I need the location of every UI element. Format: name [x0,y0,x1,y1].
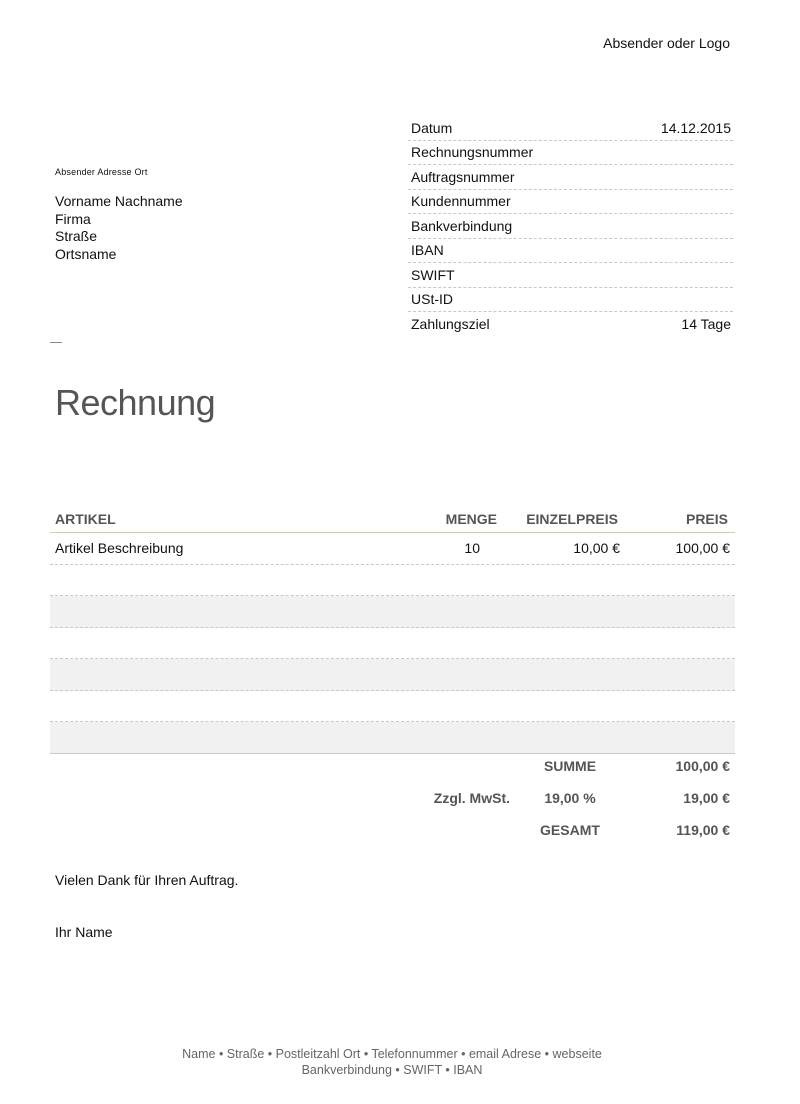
table-header [50,505,735,533]
footer-line-bank: Bankverbindung • SWIFT • IBAN [301,1063,483,1077]
table-row [50,722,735,754]
recipient-street: Straße [55,228,98,244]
meta-row-invoice-number [408,141,733,166]
page-title: Rechnung [55,382,216,423]
cell-unit-price: 10,00 € [573,540,620,557]
sender-logo-text: Absender oder Logo [603,35,730,51]
footer-line-contact: Name • Straße • Postleitzahl Ort • Telefonnummer • email Adrese • webseite [182,1047,602,1061]
recipient-city: Ortsname [55,245,117,262]
meta-row-iban [408,239,733,264]
table-body [50,533,735,754]
meta-row-customer-number [408,190,733,215]
tax-label: Zzgl. MwSt. [433,790,510,806]
cell-price: 100,00 € [675,540,730,557]
header-quantity: MENGE [445,510,497,527]
fold-mark [50,342,62,343]
table-row [50,565,735,597]
meta-row-order-number [408,165,733,190]
thank-you-text: Vielen Dank für Ihren Auftrag. [55,872,239,888]
meta-label: Rechnungsnummer [411,144,534,161]
meta-label: Bankverbindung [411,217,513,234]
line-items-table [50,505,735,754]
totals-row-tax [50,782,735,814]
table-row [50,596,735,628]
meta-row-payment-term [408,312,733,337]
header-price: PREIS [685,510,728,527]
meta-label: Kundennummer [411,193,511,210]
totals-row-total [50,814,735,846]
recipient-name: Vorname Nachname [55,193,183,209]
cell-quantity: 10 [464,540,480,557]
meta-label: Auftragsnummer [411,168,515,185]
meta-row-date [408,116,733,141]
tax-rate: 19,00 % [544,790,596,806]
totals-block [50,750,735,846]
tax-value: 19,00 € [683,790,730,806]
signature-name: Ihr Name [55,924,113,940]
recipient-address [55,193,183,263]
sender-address-line: Absender Adresse Ort [55,167,148,177]
recipient-company: Firma [55,210,91,227]
header-unit-price: EINZELPREIS [526,510,618,527]
total-label: GESAMT [540,822,600,838]
meta-label: USt-ID [411,291,453,308]
header-article: ARTIKEL [55,510,116,527]
meta-value: 14.12.2015 [660,119,731,136]
meta-row-bank [408,214,733,239]
table-row [50,628,735,660]
meta-row-swift [408,263,733,288]
total-value: 119,00 € [676,822,730,838]
cell-article: Artikel Beschreibung [55,540,184,557]
table-row [50,533,735,565]
invoice-meta-table [408,116,733,337]
meta-label: Datum [411,119,453,136]
footer [0,1046,784,1078]
meta-value: 14 Tage [681,316,731,333]
meta-row-vat-id [408,288,733,313]
meta-label: Zahlungsziel [411,316,490,333]
sum-value: 100,00 € [675,758,730,774]
table-row [50,691,735,723]
meta-label: IBAN [411,242,444,259]
meta-label: SWIFT [411,266,455,283]
table-row [50,659,735,691]
totals-row-sum [50,750,735,782]
sum-label: SUMME [543,758,597,774]
